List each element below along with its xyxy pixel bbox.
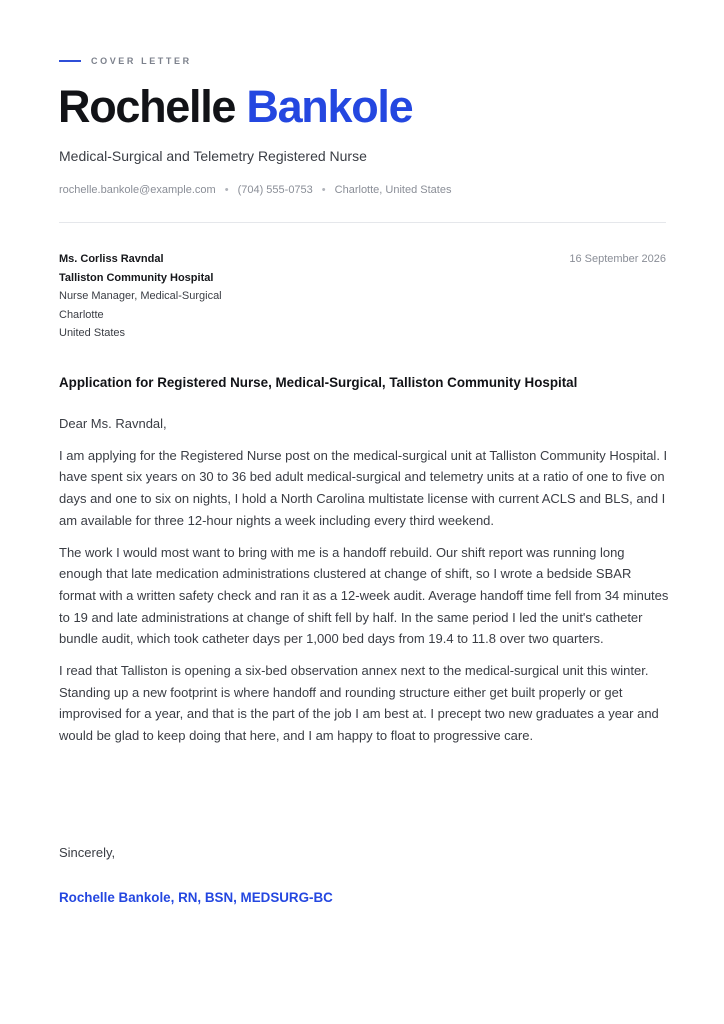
eyebrow [59, 56, 192, 66]
letter-closing: Sincerely, [59, 845, 116, 860]
letter-body [59, 413, 669, 757]
recipient-title: Nurse Manager, Medical-Surgical [59, 290, 222, 302]
applicant-name [58, 80, 412, 134]
applicant-headline: Medical-Surgical and Telemetry Registered Nurse [59, 148, 367, 164]
header-divider [59, 222, 666, 223]
contact-line [59, 181, 451, 199]
letter-date: 16 September 2026 [569, 253, 666, 265]
letter-paragraph: I am applying for the Registered Nurse post on the medical-surgical unit at Talliston Community Hospital. I have spent six years on 30 to 36 bed adult medical-surgical and telemetry units at a ratio of one to five on days and one to six on nights, I hold a North Carolina multistate license with current ACLS and BLS, and I am available for three 12-hour nights a week including every third weekend. [59, 447, 668, 528]
recipient-organization: Talliston Community Hospital [59, 271, 214, 284]
letter-signature: Rochelle Bankole, RN, BSN, MEDSURG-BC [59, 890, 333, 905]
contact-location: Charlotte, United States [334, 184, 452, 196]
recipient-city: Charlotte [59, 308, 104, 321]
eyebrow-rule [59, 60, 81, 62]
applicant-first-name: Rochelle [58, 81, 236, 132]
recipient-name: Ms. Corliss Ravndal [59, 253, 164, 265]
contact-separator: • [321, 184, 326, 196]
letter-paragraph: I read that Talliston is opening a six-bed observation annex next to the medical-surgical unit this winter. Standing up a new footprint is where handoff and rounding structure either get built properly or get improvised for a year, and that is the part of the job I am best at. I precept two new graduates a year and would be glad to keep doing that here, and I am happy to float to progressive care. [59, 663, 659, 744]
applicant-last-name: Bankole [246, 81, 413, 132]
letter-paragraph: The work I would most want to bring with me is a handoff rebuild. Our shift report was running long enough that late medication administrations clustered at change of shift, so I wrote a bedside SBAR format with a written safety check and ran it as a 12-week audit. Average handoff time fell from 34 minutes to 19 and late administrations at change of shift fell by half. In the same period I led the unit's catheter bundle audit, which took catheter days per 1,000 bed days from 19.4 to 11.8 over two quarters. [59, 544, 669, 647]
recipient-block [59, 250, 222, 343]
eyebrow-label: COVER LETTER [91, 56, 192, 66]
contact-phone: (704) 555-0753 [237, 184, 313, 196]
letter-subject: Application for Registered Nurse, Medical-Surgical, Talliston Community Hospital [59, 375, 578, 390]
contact-email: rochelle.bankole@example.com [59, 184, 216, 196]
letter-greeting: Dear Ms. Ravndal, [59, 416, 167, 431]
recipient-country: United States [59, 327, 126, 339]
contact-separator: • [224, 184, 229, 196]
